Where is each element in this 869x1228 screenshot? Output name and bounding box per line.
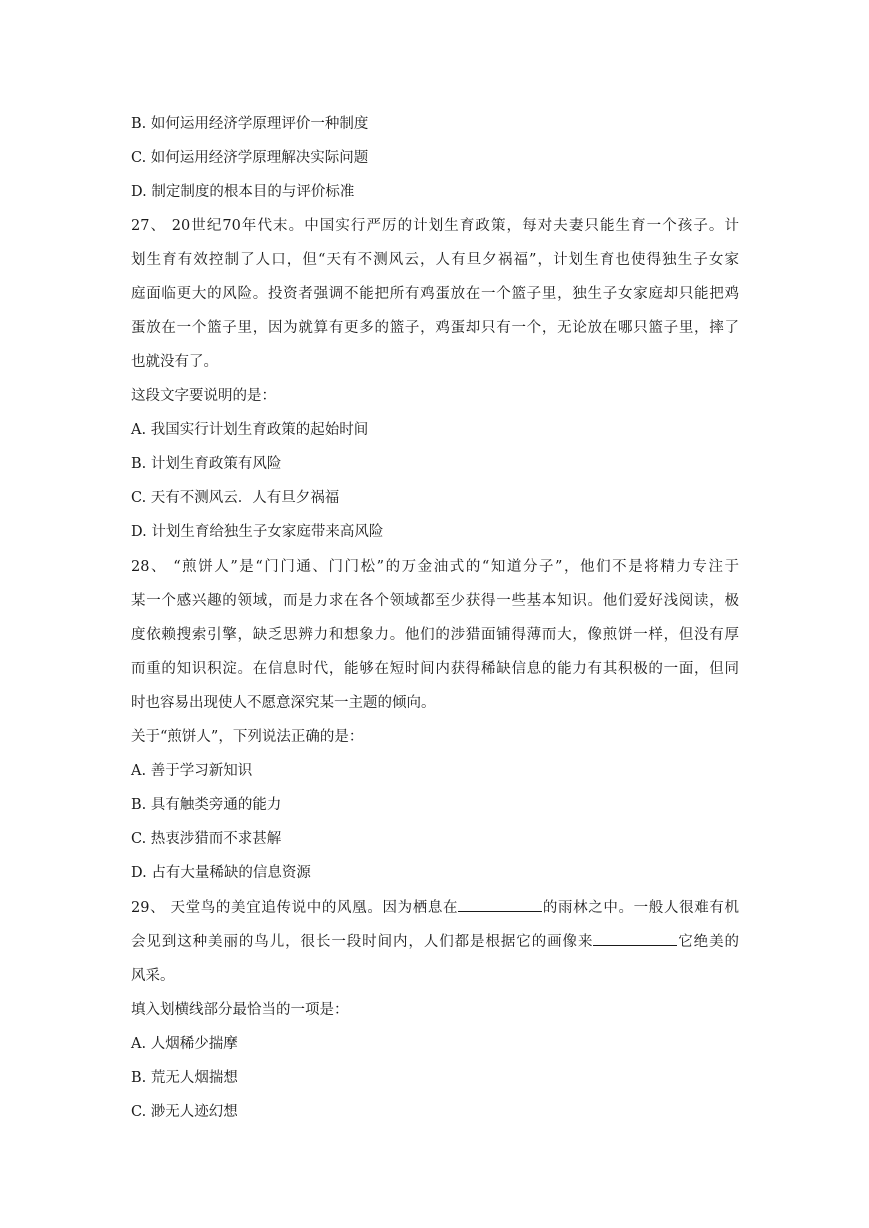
- q29-option-b: B. 荒无人烟揣想: [131, 1070, 238, 1086]
- q29-option-c: C. 渺无人迹幻想: [131, 1104, 238, 1120]
- q28-prompt: 关于“煎饼人”，下列说法正确的是：: [131, 729, 364, 745]
- q29-line1-part-b: 的雨林之中。一般人很难有机: [542, 900, 740, 916]
- q27-text-line-2: 划生育有效控制了人口，但“天有不测风云，人有旦夕祸福”，计划生育也使得独生子女家: [131, 252, 739, 268]
- q28-text-line-1: 28、 “煎饼人”是“门门通、门门松”的万金油式的“知道分子”，他们不是将精力专注于: [131, 559, 739, 575]
- q28-option-d: D. 占有大量稀缺的信息资源: [131, 865, 311, 881]
- q27-prompt: 这段文字要说明的是：: [131, 388, 276, 404]
- q28-text-line-2: 某一个感兴趣的领域，而是力求在各个领域都至少获得一些基本知识。他们爱好浅阅读，极: [131, 593, 739, 609]
- q29-line1-part-a: 29、 天堂鸟的美宜追传说中的风凰。因为栖息在: [131, 900, 459, 916]
- q27-text-line-1: 27、 20世纪70年代末。中国实行严厉的计划生育政策，每对夫妻只能生育一个孩子。计: [131, 218, 739, 234]
- q27-text-line-3: 庭面临更大的风险。投资者强调不能把所有鸡蛋放在一个篮子里，独生子女家庭却只能把鸡: [131, 286, 739, 302]
- q28-text-line-3: 度依赖搜索引擎，缺乏思辨力和想象力。他们的涉猎面铺得薄而大，像煎饼一样，但没有厚: [131, 627, 739, 643]
- q28-option-b: B. 具有触类旁通的能力: [131, 797, 282, 813]
- q29-prompt: 填入划横线部分最恰当的一项是：: [131, 1002, 349, 1018]
- q26-option-c: C. 如何运用经济学原理解决实际问题: [131, 150, 369, 166]
- q28-option-c: C. 热衷涉猎而不求甚解: [131, 831, 282, 847]
- q27-text-line-4: 蛋放在一个篮子里，因为就算有更多的篮子，鸡蛋却只有一个，无论放在哪只篮子里，摔了: [131, 320, 739, 336]
- q29-text-line-1: [131, 896, 739, 917]
- q29-blank-1: [458, 899, 542, 912]
- q27-option-d: D. 计划生育给独生子女家庭带来高风险: [131, 524, 384, 540]
- q26-option-b: B. 如何运用经济学原理评价一种制度: [131, 116, 369, 132]
- q28-text-line-5: 时也容易出现使人不愿意深究某一主题的倾向。: [131, 695, 436, 711]
- q28-text-line-4: 而重的知识积淀。在信息时代，能够在短时间内获得稀缺信息的能力有其积极的一面，但同: [131, 661, 739, 677]
- q29-text-line-3: 风采。: [131, 968, 175, 984]
- q29-blank-2: [593, 933, 677, 946]
- q27-option-b: B. 计划生育政策有风险: [131, 456, 282, 472]
- q29-option-a: A. 人烟稀少揣摩: [131, 1036, 238, 1052]
- q27-option-c: C. 天有不测风云．人有旦夕祸福: [131, 490, 340, 506]
- q27-text-line-5: 也就没有了。: [131, 354, 218, 370]
- q27-option-a: A. 我国实行计划生育政策的起始时间: [131, 422, 369, 438]
- q29-text-line-2: [131, 930, 739, 951]
- q29-line2-part-a: 会见到这种美丽的鸟儿，很长一段时间内，人们都是根据它的画像来: [131, 934, 594, 950]
- q26-option-d: D. 制定制度的根本目的与评价标准: [131, 184, 355, 200]
- q28-option-a: A. 善于学习新知识: [131, 763, 253, 779]
- q29-line2-part-b: 它绝美的: [677, 934, 740, 950]
